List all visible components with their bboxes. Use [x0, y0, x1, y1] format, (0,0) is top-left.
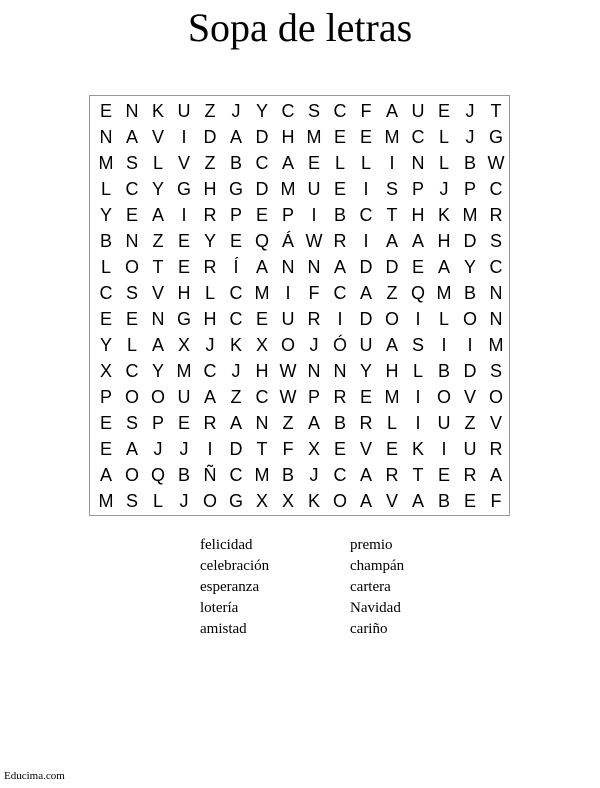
grid-letter: C [333, 465, 347, 485]
grid-letter: Z [204, 153, 216, 173]
grid-letter: N [411, 153, 425, 173]
grid-letter: E [125, 205, 138, 225]
grid-letter: H [203, 309, 217, 329]
grid-letter: R [359, 413, 373, 433]
grid-letter: V [359, 439, 372, 459]
grid-letter: A [229, 413, 242, 433]
grid-letter: W [305, 231, 323, 251]
grid-letter: A [359, 465, 372, 485]
grid-letter: M [98, 153, 114, 173]
grid-letter: U [411, 101, 425, 121]
grid-letter: K [307, 491, 320, 511]
grid-letter: E [333, 127, 346, 147]
grid-letter: A [385, 335, 398, 355]
grid-letter: D [255, 179, 269, 199]
grid-letter: X [281, 491, 294, 511]
grid-letter: W [279, 361, 297, 381]
grid-letter: X [255, 491, 268, 511]
grid-letter: I [363, 179, 369, 199]
grid-letter: P [411, 179, 424, 199]
grid-letter: Q [150, 465, 165, 485]
grid-letter: E [177, 413, 190, 433]
grid-letter: E [333, 439, 346, 459]
grid-letter: I [337, 309, 343, 329]
grid-letter: O [124, 257, 139, 277]
grid-letter: C [255, 387, 269, 407]
grid-letter: I [441, 439, 447, 459]
grid-letter: X [177, 335, 190, 355]
grid-letter: M [436, 283, 452, 303]
grid-letter: K [229, 335, 242, 355]
word-list-item: champán [350, 558, 405, 574]
grid-letter: N [151, 309, 165, 329]
grid-letter: F [360, 101, 372, 121]
grid-letter: Z [386, 283, 398, 303]
grid-letter: A [411, 231, 424, 251]
grid-letter: H [281, 127, 295, 147]
grid-letter: O [280, 335, 295, 355]
grid-letter: L [204, 283, 215, 303]
grid-letter: X [255, 335, 268, 355]
grid-letter: E [99, 101, 112, 121]
grid-letter: F [490, 491, 502, 511]
grid-letter: U [359, 335, 373, 355]
grid-letter: B [437, 361, 450, 381]
grid-letter: L [100, 179, 111, 199]
grid-letter: E [359, 127, 372, 147]
grid-letter: A [203, 387, 216, 407]
grid-letter: T [256, 439, 268, 459]
grid-letter: N [125, 231, 139, 251]
grid-letter: Y [151, 361, 164, 381]
grid-letter: I [181, 205, 187, 225]
grid-letter: I [285, 283, 291, 303]
grid-letter: M [280, 179, 296, 199]
grid-letter: A [437, 257, 450, 277]
grid-letter: A [333, 257, 346, 277]
grid-letter: Z [282, 413, 294, 433]
grid-letter: E [255, 205, 268, 225]
grid-letter: R [203, 257, 217, 277]
grid-letter: E [333, 179, 346, 199]
grid-letter: I [181, 127, 187, 147]
grid-letter: X [99, 361, 112, 381]
grid-letter: N [307, 257, 321, 277]
grid-letter: C [229, 309, 243, 329]
grid-letter: A [229, 127, 242, 147]
grid-letter: H [385, 361, 399, 381]
grid-letter: A [385, 231, 398, 251]
grid-letter: C [255, 153, 269, 173]
grid-letter: I [311, 205, 317, 225]
grid-letter: B [229, 153, 242, 173]
grid-letter: T [412, 465, 424, 485]
grid-letter: M [254, 283, 270, 303]
grid-letter: L [100, 257, 111, 277]
grid-letter: R [333, 231, 347, 251]
grid-letter: S [125, 283, 138, 303]
grid-letter: I [207, 439, 213, 459]
grid-letter: B [99, 231, 112, 251]
grid-letter: B [437, 491, 450, 511]
grid-letter: V [151, 127, 164, 147]
grid-letter: C [359, 205, 373, 225]
grid-letter: N [489, 283, 503, 303]
grid-letter: Y [99, 205, 112, 225]
grid-letter: G [488, 127, 503, 147]
grid-letter: A [125, 127, 138, 147]
grid-letter: Y [151, 179, 164, 199]
grid-letter: A [411, 491, 424, 511]
word-list-item: cariño [350, 621, 388, 637]
grid-letter: I [415, 309, 421, 329]
grid-letter: M [306, 127, 322, 147]
grid-letter: S [489, 231, 502, 251]
grid-letter: A [255, 257, 268, 277]
word-list-item: cartera [350, 579, 391, 595]
grid-letter: J [439, 179, 449, 199]
word-list-item: esperanza [200, 579, 260, 595]
grid-letter: G [228, 491, 243, 511]
word-list-right [350, 535, 404, 640]
grid-letter: A [385, 101, 398, 121]
grid-letter: P [281, 205, 294, 225]
grid-letter: D [463, 361, 477, 381]
grid-letter: I [415, 387, 421, 407]
grid-letter: D [229, 439, 243, 459]
grid-letter: B [463, 153, 476, 173]
grid-letter: L [412, 361, 423, 381]
grid-letter: H [411, 205, 425, 225]
grid-letter: Ñ [203, 465, 217, 485]
grid-letter: D [255, 127, 269, 147]
grid-letter: Á [281, 231, 294, 251]
word-list-item: amistad [200, 621, 247, 637]
letter-grid [89, 95, 510, 516]
grid-letter: O [436, 387, 451, 407]
grid-letter: E [177, 231, 190, 251]
grid-letter: B [333, 205, 346, 225]
grid-letter: V [489, 413, 502, 433]
grid-letter: U [177, 101, 191, 121]
grid-letter: U [281, 309, 295, 329]
grid-letter: E [463, 491, 476, 511]
grid-letter: A [125, 439, 138, 459]
grid-letter: C [203, 361, 217, 381]
grid-letter: J [309, 465, 319, 485]
grid-letter: O [124, 465, 139, 485]
footer-credit: Educima.com [4, 770, 65, 782]
grid-letter: J [231, 361, 241, 381]
grid-letter: D [203, 127, 217, 147]
grid-letter: V [177, 153, 190, 173]
grid-letter: Y [203, 231, 216, 251]
grid-letter: E [411, 257, 424, 277]
word-list-item: felicidad [200, 537, 253, 553]
grid-letter: M [488, 335, 504, 355]
grid-letter: A [281, 153, 294, 173]
grid-letter: C [489, 257, 503, 277]
grid-letter: Ó [332, 335, 347, 355]
grid-letter: S [125, 153, 138, 173]
grid-letter: E [307, 153, 320, 173]
grid-letter: I [363, 231, 369, 251]
grid-letter: I [441, 335, 447, 355]
grid-letter: T [490, 101, 502, 121]
grid-letter: H [255, 361, 269, 381]
grid-letter: O [462, 309, 477, 329]
grid-letter: Z [152, 231, 164, 251]
grid-letter: R [333, 387, 347, 407]
grid-letter: I [467, 335, 473, 355]
grid-letter: L [152, 491, 163, 511]
grid-letter: Y [463, 257, 476, 277]
word-list-item: premio [350, 537, 393, 553]
grid-letter: C [333, 283, 347, 303]
grid-letter: J [465, 101, 475, 121]
grid-letter: R [489, 205, 503, 225]
grid-letter: N [489, 309, 503, 329]
grid-letter: K [411, 439, 424, 459]
grid-letter: S [125, 491, 138, 511]
grid-letter: J [153, 439, 163, 459]
grid-letter: C [125, 361, 139, 381]
grid-letter: S [125, 413, 138, 433]
word-list-item: Navidad [350, 600, 401, 616]
word-list-item: lotería [200, 600, 239, 616]
grid-letter: U [177, 387, 191, 407]
grid-letter: X [307, 439, 320, 459]
grid-letter: J [309, 335, 319, 355]
grid-letter: G [176, 309, 191, 329]
grid-letter: J [231, 101, 241, 121]
grid-letter: M [384, 127, 400, 147]
grid-letter: E [125, 309, 138, 329]
grid-letter: E [437, 465, 450, 485]
grid-letter: N [255, 413, 269, 433]
grid-letter: C [99, 283, 113, 303]
grid-letter: R [463, 465, 477, 485]
grid-letter: P [229, 205, 242, 225]
page-title: Sopa de letras [187, 5, 413, 50]
grid-letter: I [415, 413, 421, 433]
grid-letter: Í [233, 257, 239, 277]
grid-letter: U [437, 413, 451, 433]
grid-letter: R [203, 413, 217, 433]
grid-letter: A [307, 413, 320, 433]
grid-letter: P [99, 387, 112, 407]
grid-letter: O [150, 387, 165, 407]
grid-letter: J [179, 491, 189, 511]
grid-letter: T [386, 205, 398, 225]
grid-letter: O [384, 309, 399, 329]
grid-letter: L [438, 309, 449, 329]
grid-letter: E [99, 309, 112, 329]
grid-letter: T [152, 257, 164, 277]
grid-letter: O [332, 491, 347, 511]
grid-letter: A [489, 465, 502, 485]
grid-letter: L [152, 153, 163, 173]
grid-letter: D [385, 257, 399, 277]
grid-letter: E [359, 387, 372, 407]
grid-letter: D [359, 309, 373, 329]
grid-letter: C [229, 465, 243, 485]
grid-letter: R [203, 205, 217, 225]
grid-letter: V [151, 283, 164, 303]
grid-letter: B [281, 465, 294, 485]
grid-letter: A [359, 491, 372, 511]
grid-letter: L [438, 153, 449, 173]
grid-letter: A [99, 465, 112, 485]
grid-letter: D [463, 231, 477, 251]
grid-letter: K [437, 205, 450, 225]
word-list-item: celebración [200, 558, 270, 574]
grid-letter: L [334, 153, 345, 173]
grid-letter: A [151, 335, 164, 355]
grid-letter: K [151, 101, 164, 121]
grid-letter: F [282, 439, 294, 459]
grid-letter: R [489, 439, 503, 459]
grid-letter: J [179, 439, 189, 459]
grid-letter: O [488, 387, 503, 407]
grid-letter: P [463, 179, 476, 199]
grid-letter: Z [204, 101, 216, 121]
grid-letter: L [438, 127, 449, 147]
grid-letter: L [360, 153, 371, 173]
grid-letter: R [385, 465, 399, 485]
grid-letter: Y [99, 335, 112, 355]
grid-letter: B [177, 465, 190, 485]
grid-letter: I [389, 153, 395, 173]
grid-letter: C [411, 127, 425, 147]
grid-letter: R [307, 309, 321, 329]
grid-letter: E [99, 413, 112, 433]
grid-letter: C [229, 283, 243, 303]
grid-letter: L [386, 413, 397, 433]
grid-letter: C [125, 179, 139, 199]
grid-letter: N [307, 361, 321, 381]
grid-letter: M [98, 491, 114, 511]
grid-letter: G [176, 179, 191, 199]
grid-letter: E [385, 439, 398, 459]
grid-letter: E [437, 101, 450, 121]
grid-letter: W [487, 153, 505, 173]
grid-letter: O [202, 491, 217, 511]
grid-letter: S [385, 179, 398, 199]
grid-letter: N [99, 127, 113, 147]
grid-letter: P [307, 387, 320, 407]
grid-letter: S [411, 335, 424, 355]
grid-letter: V [385, 491, 398, 511]
grid-letter: Y [255, 101, 268, 121]
grid-letter: E [229, 231, 242, 251]
grid-letter: F [308, 283, 320, 303]
grid-letter: M [462, 205, 478, 225]
grid-letter: B [463, 283, 476, 303]
grid-letter: C [489, 179, 503, 199]
grid-letter: Z [464, 413, 476, 433]
grid-letter: S [489, 361, 502, 381]
grid-letter: H [203, 179, 217, 199]
grid-letter: E [99, 439, 112, 459]
grid-letter: E [255, 309, 268, 329]
grid-letter: U [307, 179, 321, 199]
grid-letter: M [254, 465, 270, 485]
grid-letter: Q [254, 231, 269, 251]
grid-letter: D [359, 257, 373, 277]
grid-letter: C [281, 101, 295, 121]
grid-letter: H [177, 283, 191, 303]
grid-letter: H [437, 231, 451, 251]
grid-letter: L [126, 335, 137, 355]
grid-letter: S [307, 101, 320, 121]
grid-letter: C [333, 101, 347, 121]
grid-letter: M [384, 387, 400, 407]
grid-letter: A [151, 205, 164, 225]
grid-letter: W [279, 387, 297, 407]
grid-letter: N [125, 101, 139, 121]
grid-letter: P [151, 413, 164, 433]
grid-letter: J [465, 127, 475, 147]
grid-letter: Y [359, 361, 372, 381]
grid-letter: E [177, 257, 190, 277]
word-list-left [200, 535, 269, 640]
grid-letter: G [228, 179, 243, 199]
grid-letter: N [333, 361, 347, 381]
grid-letter: J [205, 335, 215, 355]
grid-letter: A [359, 283, 372, 303]
grid-letter: Z [230, 387, 242, 407]
grid-letter: M [176, 361, 192, 381]
grid-letter: N [281, 257, 295, 277]
grid-letter: O [124, 387, 139, 407]
grid-letter: B [333, 413, 346, 433]
grid-letter: Q [410, 283, 425, 303]
grid-letter: V [463, 387, 476, 407]
grid-letter: U [463, 439, 477, 459]
